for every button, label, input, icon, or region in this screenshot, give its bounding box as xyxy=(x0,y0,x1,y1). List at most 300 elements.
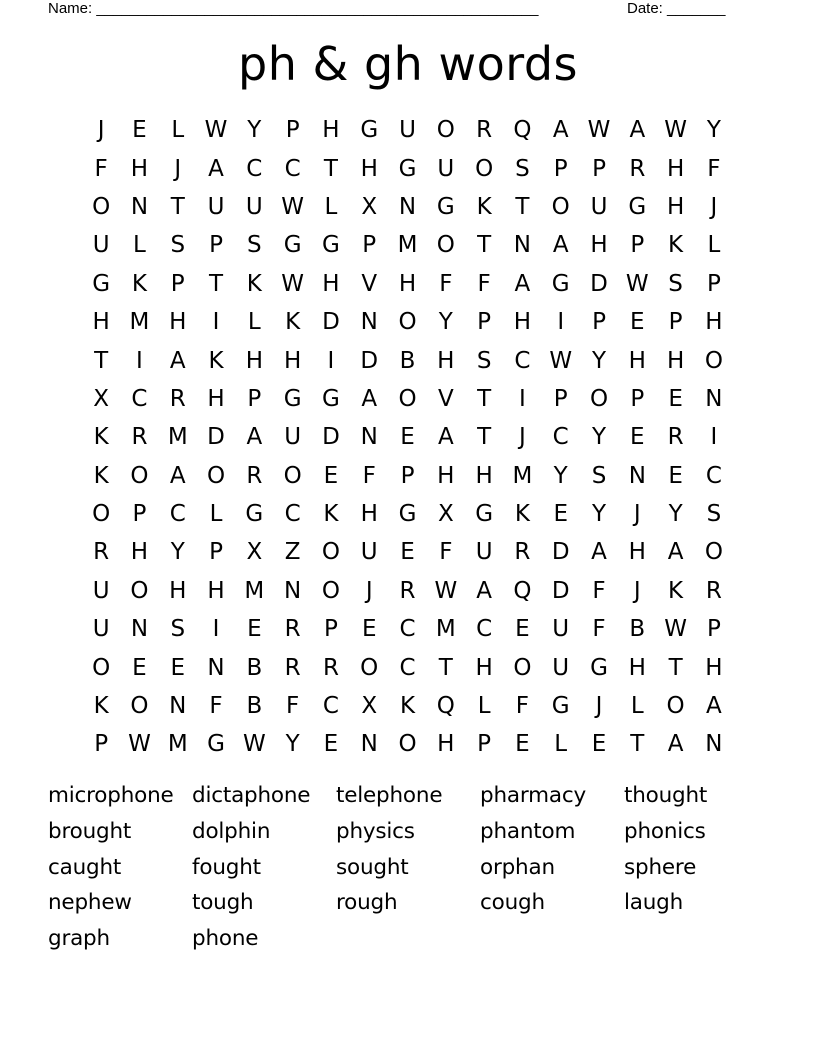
grid-letter[interactable]: N xyxy=(130,616,149,643)
grid-letter[interactable]: B xyxy=(246,654,263,681)
grid-letter[interactable]: U xyxy=(475,539,493,566)
grid-letter[interactable]: I xyxy=(212,616,220,643)
grid-letter[interactable]: H xyxy=(360,501,378,528)
grid-letter[interactable]: H xyxy=(169,577,187,604)
grid-letter[interactable]: H xyxy=(475,654,493,681)
grid-letter[interactable]: L xyxy=(707,232,721,259)
grid-letter[interactable]: F xyxy=(209,693,223,720)
grid-letter[interactable]: J xyxy=(633,501,641,528)
grid-letter[interactable]: H xyxy=(628,539,646,566)
grid-letter[interactable]: P xyxy=(247,385,262,412)
grid-letter[interactable]: R xyxy=(284,616,301,643)
grid-letter[interactable]: T xyxy=(477,385,492,412)
grid-letter[interactable]: G xyxy=(475,501,494,528)
grid-letter[interactable]: T xyxy=(438,654,453,681)
grid-letter[interactable]: E xyxy=(323,731,339,758)
grid-letter[interactable]: P xyxy=(477,731,492,758)
grid-letter[interactable]: H xyxy=(130,155,149,182)
grid-letter[interactable]: H xyxy=(398,270,417,297)
grid-letter[interactable]: U xyxy=(284,424,302,451)
word-bank-item: caught xyxy=(48,854,122,880)
grid-letter[interactable]: N xyxy=(705,731,723,758)
grid-letter[interactable]: S xyxy=(706,501,722,528)
grid-letter[interactable]: C xyxy=(514,347,531,374)
grid-letter[interactable]: O xyxy=(589,385,609,412)
grid-letter[interactable]: E xyxy=(400,424,415,451)
grid-letter[interactable]: T xyxy=(477,424,492,451)
grid-letter[interactable]: E xyxy=(630,424,645,451)
word-bank-item: sphere xyxy=(624,854,697,880)
grid-letter[interactable]: D xyxy=(322,309,340,336)
grid-letter[interactable]: A xyxy=(169,462,186,489)
grid-letter[interactable]: N xyxy=(130,193,149,220)
grid-letter[interactable]: D xyxy=(551,577,570,604)
grid-letter[interactable]: J xyxy=(595,693,603,720)
grid-letter[interactable]: T xyxy=(515,193,530,220)
grid-letter[interactable]: O xyxy=(436,232,455,259)
grid-letter[interactable]: O xyxy=(513,654,532,681)
grid-letter[interactable]: O xyxy=(92,654,111,681)
grid-letter[interactable]: G xyxy=(283,385,302,412)
grid-letter[interactable]: P xyxy=(94,731,109,758)
grid-letter[interactable]: H xyxy=(283,347,302,374)
grid-letter[interactable]: A xyxy=(667,539,684,566)
grid-letter[interactable]: O xyxy=(436,117,455,144)
grid-letter[interactable]: Z xyxy=(284,539,301,566)
grid-letter[interactable]: G xyxy=(283,232,302,259)
grid-letter[interactable]: L xyxy=(554,731,568,758)
grid-letter[interactable]: O xyxy=(206,462,226,489)
grid-letter[interactable]: J xyxy=(710,193,718,220)
grid-letter[interactable]: G xyxy=(551,270,570,297)
grid-letter[interactable]: U xyxy=(552,616,570,643)
grid-letter[interactable]: F xyxy=(439,270,453,297)
grid-letter[interactable]: H xyxy=(207,385,225,412)
word-bank-item: laugh xyxy=(624,890,684,916)
grid-letter[interactable]: N xyxy=(169,693,187,720)
grid-letter[interactable]: L xyxy=(171,117,185,144)
grid-letter[interactable]: D xyxy=(322,424,340,451)
grid-letter[interactable]: W xyxy=(281,193,304,220)
grid-letter[interactable]: H xyxy=(92,309,110,336)
grid-letter[interactable]: U xyxy=(399,117,416,144)
grid-row xyxy=(82,648,734,686)
grid-letter[interactable]: U xyxy=(207,193,225,220)
grid-letter[interactable]: N xyxy=(207,654,225,681)
grid-letter[interactable]: C xyxy=(246,155,263,182)
grid-letter[interactable]: V xyxy=(437,385,454,412)
grid-letter[interactable]: M xyxy=(167,731,188,758)
grid-letter[interactable]: W xyxy=(625,270,649,297)
grid-letter[interactable]: W xyxy=(549,347,573,374)
grid-letter[interactable]: H xyxy=(666,347,685,374)
grid-letter[interactable]: D xyxy=(590,270,608,297)
grid-letter[interactable]: Y xyxy=(553,462,568,489)
grid-letter[interactable]: M xyxy=(244,577,265,604)
grid-letter[interactable]: U xyxy=(590,193,608,220)
grid-letter[interactable]: R xyxy=(284,654,301,681)
grid-letter[interactable]: A xyxy=(361,385,378,412)
grid-letter[interactable]: O xyxy=(283,462,302,489)
grid-letter[interactable]: S xyxy=(476,347,492,374)
grid-letter[interactable]: O xyxy=(130,577,149,604)
grid-letter[interactable]: E xyxy=(170,654,186,681)
grid-letter[interactable]: H xyxy=(705,654,723,681)
grid-letter[interactable]: F xyxy=(362,462,376,489)
grid-letter[interactable]: T xyxy=(630,731,645,758)
grid-letter[interactable]: N xyxy=(513,232,532,259)
grid-letter[interactable]: T xyxy=(170,193,185,220)
grid-letter[interactable]: S xyxy=(591,462,607,489)
grid-letter[interactable]: X xyxy=(361,693,378,720)
grid-letter[interactable]: E xyxy=(361,616,377,643)
grid-letter[interactable]: B xyxy=(399,347,416,374)
grid-letter[interactable]: M xyxy=(167,424,188,451)
grid-letter[interactable]: Y xyxy=(247,117,262,144)
grid-letter[interactable]: N xyxy=(398,193,417,220)
grid-letter[interactable]: Q xyxy=(513,117,532,144)
grid-letter[interactable]: G xyxy=(398,155,417,182)
grid-letter[interactable]: C xyxy=(399,616,416,643)
grid-letter[interactable]: H xyxy=(513,309,532,336)
grid-letter[interactable]: G xyxy=(398,501,417,528)
grid-letter[interactable]: X xyxy=(93,385,110,412)
grid-letter[interactable]: E xyxy=(553,501,568,528)
grid-letter[interactable]: P xyxy=(132,501,147,528)
grid-letter[interactable]: T xyxy=(94,347,109,374)
grid-letter[interactable]: O xyxy=(92,501,111,528)
grid-letter[interactable]: Y xyxy=(668,501,683,528)
grid-letter[interactable]: I xyxy=(136,347,143,374)
grid-letter[interactable]: F xyxy=(592,577,606,604)
grid-letter[interactable]: P xyxy=(209,232,223,259)
grid-letter[interactable]: R xyxy=(131,424,148,451)
grid-letter[interactable]: G xyxy=(207,731,225,758)
grid-letter[interactable]: M xyxy=(435,616,456,643)
grid-letter[interactable]: Y xyxy=(706,117,721,144)
grid-letter[interactable]: M xyxy=(512,462,533,489)
grid-letter[interactable]: P xyxy=(706,270,721,297)
grid-letter[interactable]: H xyxy=(666,155,685,182)
grid-letter[interactable]: W xyxy=(664,616,687,643)
grid-letter[interactable]: H xyxy=(437,731,455,758)
grid-letter[interactable]: K xyxy=(668,577,684,604)
grid-letter[interactable]: H xyxy=(245,347,263,374)
grid-letter[interactable]: C xyxy=(552,424,569,451)
grid-letter[interactable]: F xyxy=(707,155,721,182)
grid-letter[interactable]: E xyxy=(515,616,530,643)
grid-letter[interactable]: K xyxy=(323,501,339,528)
grid-letter[interactable]: A xyxy=(552,117,569,144)
grid-letter[interactable]: R xyxy=(476,117,493,144)
grid-letter[interactable]: U xyxy=(552,654,570,681)
grid-letter[interactable]: G xyxy=(92,270,111,297)
grid-letter[interactable]: R xyxy=(322,654,339,681)
grid-letter[interactable]: N xyxy=(705,385,723,412)
grid-letter[interactable]: P xyxy=(630,385,645,412)
grid-letter[interactable]: P xyxy=(706,616,721,643)
grid-letter[interactable]: K xyxy=(514,501,530,528)
grid-letter[interactable]: N xyxy=(360,424,378,451)
grid-letter[interactable]: H xyxy=(130,539,149,566)
grid-letter[interactable]: I xyxy=(557,309,565,336)
grid-letter[interactable]: T xyxy=(477,232,492,259)
grid-letter[interactable]: G xyxy=(245,501,264,528)
grid-letter[interactable]: G xyxy=(360,117,379,144)
grid-letter[interactable]: O xyxy=(360,654,379,681)
grid-row xyxy=(82,226,734,264)
grid-letter[interactable]: U xyxy=(437,155,455,182)
grid-letter[interactable]: R xyxy=(667,424,684,451)
grid-letter[interactable]: H xyxy=(475,462,493,489)
grid-letter[interactable]: P xyxy=(209,539,223,566)
grid-letter[interactable]: Q xyxy=(436,693,455,720)
grid-letter[interactable]: K xyxy=(476,193,492,220)
grid-letter[interactable]: K xyxy=(93,424,109,451)
grid-letter[interactable]: I xyxy=(710,424,718,451)
grid-letter[interactable]: S xyxy=(247,232,262,259)
grid-letter[interactable]: J xyxy=(633,577,641,604)
grid-letter[interactable]: L xyxy=(630,693,644,720)
grid-letter[interactable]: D xyxy=(207,424,225,451)
grid-letter[interactable]: T xyxy=(323,155,338,182)
grid-letter[interactable]: M xyxy=(129,309,150,336)
grid-letter[interactable]: G xyxy=(628,193,647,220)
grid-letter[interactable]: S xyxy=(170,232,186,259)
grid-letter[interactable]: G xyxy=(436,193,455,220)
grid-letter[interactable]: K xyxy=(93,462,109,489)
grid-letter[interactable]: F xyxy=(439,539,453,566)
grid-letter[interactable]: A xyxy=(437,424,454,451)
grid-letter[interactable]: X xyxy=(246,539,263,566)
grid-letter[interactable]: K xyxy=(93,693,109,720)
grid-letter[interactable]: U xyxy=(245,193,263,220)
grid-letter[interactable]: O xyxy=(398,385,417,412)
grid-letter[interactable]: M xyxy=(397,232,418,259)
grid-letter[interactable]: K xyxy=(208,347,224,374)
grid-letter[interactable]: Y xyxy=(591,501,607,528)
grid-letter[interactable]: O xyxy=(130,693,149,720)
grid-letter[interactable]: P xyxy=(400,462,415,489)
grid-letter[interactable]: O xyxy=(321,577,340,604)
grid-letter[interactable]: Y xyxy=(591,424,607,451)
grid-letter[interactable]: E xyxy=(323,462,339,489)
grid-letter[interactable]: S xyxy=(170,616,186,643)
grid-letter[interactable]: A xyxy=(476,577,492,604)
grid-letter[interactable]: L xyxy=(247,309,261,336)
grid-letter[interactable]: A xyxy=(706,693,722,720)
grid-letter[interactable]: E xyxy=(515,731,530,758)
grid-letter[interactable]: J xyxy=(519,424,526,451)
grid-letter[interactable]: E xyxy=(132,654,147,681)
grid-letter[interactable]: W xyxy=(281,270,304,297)
grid-letter[interactable]: V xyxy=(361,270,378,297)
grid-letter[interactable]: O xyxy=(130,462,149,489)
grid-letter[interactable]: R xyxy=(169,385,186,412)
grid-letter[interactable]: W xyxy=(434,577,458,604)
grid-letter[interactable]: E xyxy=(591,731,607,758)
grid-letter[interactable]: E xyxy=(668,385,683,412)
grid-letter[interactable]: B xyxy=(246,693,263,720)
grid-letter[interactable]: U xyxy=(92,616,110,643)
grid-letter[interactable]: Q xyxy=(513,577,532,604)
grid-letter[interactable]: F xyxy=(592,616,606,643)
grid-letter[interactable]: F xyxy=(94,155,108,182)
grid-letter[interactable]: H xyxy=(322,117,340,144)
grid-letter[interactable]: I xyxy=(519,385,526,412)
grid-letter[interactable]: C xyxy=(131,385,148,412)
grid-letter[interactable]: O xyxy=(704,539,723,566)
grid-letter[interactable]: C xyxy=(284,155,301,182)
grid-letter[interactable]: H xyxy=(628,654,646,681)
grid-letter[interactable]: R xyxy=(705,577,722,604)
grid-letter[interactable]: I xyxy=(212,309,220,336)
grid-letter[interactable]: U xyxy=(360,539,378,566)
grid-letter[interactable]: R xyxy=(246,462,263,489)
grid-letter[interactable]: W xyxy=(587,117,611,144)
grid-letter[interactable]: K xyxy=(668,232,684,259)
grid-letter[interactable]: P xyxy=(668,309,683,336)
date-field-label[interactable]: Date: _______ xyxy=(627,0,726,17)
grid-letter[interactable]: H xyxy=(360,155,378,182)
grid-letter[interactable]: J xyxy=(97,117,105,144)
grid-letter[interactable]: W xyxy=(664,117,687,144)
grid-letter[interactable]: A xyxy=(246,424,263,451)
grid-letter[interactable]: C xyxy=(284,501,301,528)
grid-letter[interactable]: P xyxy=(592,155,606,182)
grid-letter[interactable]: H xyxy=(207,577,225,604)
grid-letter[interactable]: O xyxy=(704,347,723,374)
grid-letter[interactable]: N xyxy=(628,462,646,489)
grid-letter[interactable]: R xyxy=(514,539,531,566)
grid-letter[interactable]: P xyxy=(323,616,338,643)
grid-letter[interactable]: P xyxy=(553,155,568,182)
grid-letter[interactable]: K xyxy=(131,270,147,297)
grid-letter[interactable]: C xyxy=(476,616,493,643)
grid-letter[interactable]: O xyxy=(92,193,111,220)
grid-letter[interactable]: P xyxy=(285,117,300,144)
grid-letter[interactable]: S xyxy=(668,270,683,297)
grid-letter[interactable]: P xyxy=(477,309,492,336)
grid-letter[interactable]: U xyxy=(92,577,110,604)
grid-letter[interactable]: A xyxy=(591,539,607,566)
grid-letter[interactable]: O xyxy=(475,155,494,182)
grid-letter[interactable]: G xyxy=(551,693,570,720)
grid-letter[interactable]: X xyxy=(361,193,378,220)
grid-letter[interactable]: N xyxy=(360,309,378,336)
grid-letter[interactable]: L xyxy=(477,693,491,720)
grid-letter[interactable]: O xyxy=(551,193,570,220)
grid-letter[interactable]: H xyxy=(590,232,608,259)
grid-letter[interactable]: O xyxy=(398,731,417,758)
grid-letter[interactable]: L xyxy=(209,501,223,528)
grid-letter[interactable]: O xyxy=(321,539,340,566)
grid-letter[interactable]: H xyxy=(437,462,455,489)
grid-letter[interactable]: S xyxy=(515,155,530,182)
grid-letter[interactable]: Y xyxy=(285,731,300,758)
grid-letter[interactable]: W xyxy=(242,731,266,758)
grid-letter[interactable]: G xyxy=(590,654,608,681)
grid-letter[interactable]: K xyxy=(246,270,262,297)
grid-letter[interactable]: F xyxy=(477,270,491,297)
grid-letter[interactable]: O xyxy=(666,693,685,720)
grid-letter[interactable]: W xyxy=(128,731,151,758)
grid-letter[interactable]: T xyxy=(209,270,224,297)
grid-letter[interactable]: N xyxy=(360,731,378,758)
grid-letter[interactable]: J xyxy=(365,577,373,604)
name-field-label[interactable]: Name: _____________________________________________________ xyxy=(48,0,539,17)
grid-letter[interactable]: K xyxy=(399,693,416,720)
grid-letter[interactable]: A xyxy=(208,155,224,182)
grid-letter[interactable]: H xyxy=(322,270,340,297)
grid-letter[interactable]: P xyxy=(630,232,645,259)
grid-letter[interactable]: R xyxy=(629,155,646,182)
word-bank-item: dictaphone xyxy=(192,783,311,808)
grid-letter[interactable]: E xyxy=(400,539,415,566)
grid-letter[interactable]: K xyxy=(285,309,301,336)
grid-letter[interactable]: Y xyxy=(170,539,185,566)
grid-letter[interactable]: P xyxy=(592,309,606,336)
grid-letter[interactable]: A xyxy=(169,347,186,374)
grid-letter[interactable]: R xyxy=(399,577,416,604)
grid-letter[interactable]: C xyxy=(399,654,416,681)
grid-letter[interactable]: D xyxy=(551,539,570,566)
grid-letter[interactable]: A xyxy=(552,232,569,259)
grid-letter[interactable]: L xyxy=(324,193,338,220)
grid-letter[interactable]: H xyxy=(437,347,455,374)
grid-letter[interactable]: I xyxy=(327,347,335,374)
grid-letter[interactable]: T xyxy=(668,654,683,681)
grid-letter[interactable]: J xyxy=(174,155,182,182)
grid-letter[interactable]: A xyxy=(629,117,646,144)
grid-letter[interactable]: C xyxy=(322,693,339,720)
grid-letter[interactable]: R xyxy=(93,539,110,566)
grid-letter[interactable]: H xyxy=(666,193,685,220)
grid-letter[interactable]: W xyxy=(204,117,228,144)
grid-letter[interactable]: P xyxy=(553,385,568,412)
grid-letter[interactable]: C xyxy=(169,501,186,528)
grid-letter[interactable]: B xyxy=(629,616,646,643)
grid-letter[interactable]: O xyxy=(398,309,417,336)
grid-letter[interactable]: E xyxy=(247,616,262,643)
grid-letter[interactable]: E xyxy=(630,309,645,336)
grid-letter[interactable]: F xyxy=(286,693,300,720)
grid-letter[interactable]: A xyxy=(667,731,684,758)
grid-letter[interactable]: H xyxy=(169,309,187,336)
grid-letter[interactable]: G xyxy=(322,232,340,259)
grid-letter[interactable]: X xyxy=(437,501,454,528)
grid-letter[interactable]: N xyxy=(284,577,302,604)
grid-letter[interactable]: H xyxy=(628,347,646,374)
grid-letter[interactable]: Y xyxy=(591,347,607,374)
grid-letter[interactable]: D xyxy=(360,347,379,374)
grid-letter[interactable]: P xyxy=(362,232,377,259)
grid-letter[interactable]: H xyxy=(705,309,723,336)
grid-letter[interactable]: P xyxy=(170,270,185,297)
grid-letter[interactable]: U xyxy=(92,232,110,259)
word-bank-item: microphone xyxy=(48,783,174,808)
grid-letter[interactable]: E xyxy=(668,462,683,489)
grid-letter[interactable]: C xyxy=(705,462,722,489)
grid-letter[interactable]: G xyxy=(322,385,340,412)
grid-row xyxy=(82,265,734,303)
grid-row xyxy=(82,111,734,149)
grid-letter[interactable]: A xyxy=(514,270,531,297)
grid-letter[interactable]: E xyxy=(132,117,147,144)
grid-letter[interactable]: F xyxy=(515,693,530,720)
grid-letter[interactable]: Y xyxy=(438,309,453,336)
grid-letter[interactable]: L xyxy=(133,232,146,259)
